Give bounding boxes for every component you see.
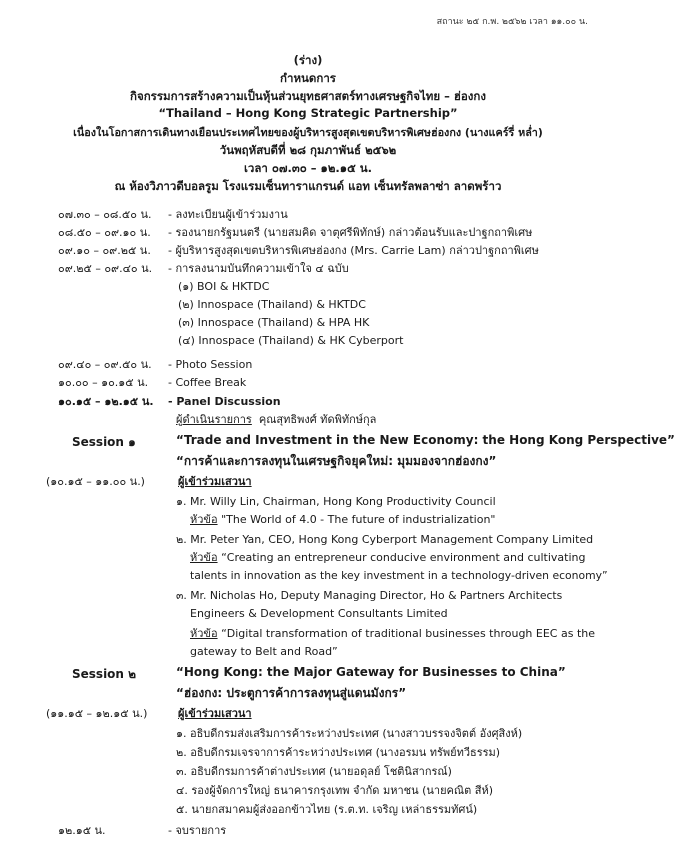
speaker-3-topic bbox=[190, 626, 595, 641]
closing-time: ๑๒.๑๕ น. bbox=[58, 824, 106, 837]
schedule-time: ๐๙.๔๐ – ๐๙.๕๐ น. bbox=[58, 358, 152, 371]
status-stamp: สถานะ ๒๕ ก.พ. ๒๕๖๒ เวลา ๑๑.๐๐ น. bbox=[436, 17, 588, 27]
panelist: ๕. นายกสมาคมผู้ส่งออกข้าวไทย (ร.ต.ท. เจริญ เหล่าธรรมทัศน์) bbox=[176, 803, 478, 816]
mou-item: (๒) Innospace (Thailand) & HKTDC bbox=[178, 298, 366, 311]
session-2-time: (๑๑.๑๕ – ๑๒.๑๕ น.) bbox=[46, 707, 148, 720]
topic-text: "The World of 4.0 - The future of industrialization" bbox=[221, 513, 496, 526]
panelist: ๔. รองผู้จัดการใหญ่ ธนาคารกรุงเทพ จำกัด มหาชน (นายคณิต สีห์) bbox=[176, 784, 494, 797]
event-date: วันพฤหัสบดีที่ ๒๘ กุมภาพันธ์ ๒๕๖๒ bbox=[219, 143, 397, 157]
occasion-line: เนื่องในโอกาสการเดินทางเยือนประเทศไทยของผู้บริหารสูงสุดเขตบริหารพิเศษฮ่องกง (นางแคร์รี่ หล่ำ) bbox=[73, 126, 543, 139]
schedule-desc: - ลงทะเบียนผู้เข้าร่วมงาน bbox=[168, 208, 288, 221]
speaker-3-topic-cont: gateway to Belt and Road” bbox=[190, 645, 338, 658]
event-time: เวลา ๐๗.๓๐ – ๑๒.๑๕ น. bbox=[243, 161, 373, 175]
mou-item: (๓) Innospace (Thailand) & HPA HK bbox=[178, 316, 370, 329]
session-2-speakers-label: ผู้เข้าร่วมเสวนา bbox=[178, 707, 252, 720]
speaker-1: ๑. Mr. Willy Lin, Chairman, Hong Kong Productivity Council bbox=[176, 495, 496, 508]
session-1-speakers-label: ผู้เข้าร่วมเสวนา bbox=[178, 475, 252, 488]
session-1-title-th: “การค้าและการลงทุนในเศรษฐกิจยุคใหม่: มุมมองจากฮ่องกง” bbox=[176, 454, 497, 468]
session-1-label: Session ๑ bbox=[72, 435, 136, 449]
closing-desc: - จบรายการ bbox=[168, 824, 227, 837]
draft-label: (ร่าง) bbox=[293, 53, 323, 67]
topic-label: หัวข้อ bbox=[190, 551, 218, 564]
topic-label: หัวข้อ bbox=[190, 513, 218, 526]
speaker-2-topic-cont: talents in innovation as the key investment in a technology-driven economy” bbox=[190, 569, 608, 582]
schedule-desc: - การลงนามบันทึกความเข้าใจ ๔ ฉบับ bbox=[168, 262, 349, 275]
event-title-en: “Thailand – Hong Kong Strategic Partnership” bbox=[158, 106, 458, 120]
schedule-time: ๐๗.๓๐ – ๐๘.๕๐ น. bbox=[58, 208, 152, 221]
session-2-title-th: “ฮ่องกง: ประตูการค้าการลงทุนสู่แดนมังกร” bbox=[176, 686, 407, 700]
mou-item: (๑) BOI & HKTDC bbox=[178, 280, 270, 293]
speaker-2-topic bbox=[190, 550, 585, 565]
panel-desc: - Panel Discussion bbox=[168, 395, 281, 408]
panelist: ๑. อธิบดีกรมส่งเสริมการค้าระหว่างประเทศ (นางสาวบรรจงจิตต์ อังศุสิงห์) bbox=[176, 727, 523, 740]
schedule-desc: - ผู้บริหารสูงสุดเขตบริหารพิเศษฮ่องกง (Mrs. Carrie Lam) กล่าวปาฐกถาพิเศษ bbox=[168, 244, 539, 257]
panel-time: ๑๐.๑๕ – ๑๒.๑๕ น. bbox=[58, 395, 154, 408]
schedule-time: ๐๘.๕๐ – ๐๙.๑๐ น. bbox=[58, 226, 151, 239]
mou-item: (๔) Innospace (Thailand) & HK Cyberport bbox=[178, 334, 404, 347]
moderator-label: ผู้ดำเนินรายการ bbox=[176, 413, 252, 426]
session-1-time: (๑๐.๑๕ – ๑๑.๐๐ น.) bbox=[46, 475, 145, 488]
topic-text: “Digital transformation of traditional businesses through EEC as the bbox=[221, 627, 595, 640]
speaker-2: ๒. Mr. Peter Yan, CEO, Hong Kong Cyberport Management Company Limited bbox=[176, 533, 594, 546]
panelist: ๓. อธิบดีกรมการค้าต่างประเทศ (นายอดุลย์ โชตินิสากรณ์) bbox=[176, 765, 452, 778]
agenda-title: กำหนดการ bbox=[280, 71, 336, 85]
session-2-title-en: “Hong Kong: the Major Gateway for Businesses to China” bbox=[176, 665, 566, 679]
schedule-time: ๑๐.๐๐ – ๑๐.๑๕ น. bbox=[58, 376, 149, 389]
schedule-desc: - Photo Session bbox=[168, 358, 253, 371]
moderator-name: คุณสุทธิพงศ์ ทัดพิทักษ์กุล bbox=[258, 413, 377, 426]
schedule-time: ๐๙.๒๕ – ๐๙.๔๐ น. bbox=[58, 262, 153, 275]
speaker-1-topic bbox=[190, 512, 495, 527]
topic-label: หัวข้อ bbox=[190, 627, 218, 640]
speaker-3: ๓. Mr. Nicholas Ho, Deputy Managing Director, Ho & Partners Architects bbox=[176, 589, 563, 602]
session-1-title-en: “Trade and Investment in the New Economy: the Hong Kong Perspective” bbox=[176, 433, 675, 447]
session-2-label: Session ๒ bbox=[72, 667, 137, 681]
topic-text: “Creating an entrepreneur conducive environment and cultivating bbox=[221, 551, 586, 564]
event-title-th: กิจกรรมการสร้างความเป็นหุ้นส่วนยุทธศาสตร์ทางเศรษฐกิจไทย – ฮ่องกง bbox=[130, 89, 486, 103]
event-venue: ณ ห้องวิภาวดีบอลรูม โรงแรมเซ็นทาราแกรนด์ แอท เซ็นทรัลพลาซ่า ลาดพร้าว bbox=[114, 179, 502, 193]
schedule-time: ๐๙.๑๐ – ๐๙.๒๕ น. bbox=[58, 244, 151, 257]
moderator-line bbox=[176, 412, 376, 427]
schedule-desc: - Coffee Break bbox=[168, 376, 247, 389]
schedule-desc: - รองนายกรัฐมนตรี (นายสมคิด จาตุศรีพิทักษ์) กล่าวต้อนรับและปาฐกถาพิเศษ bbox=[168, 226, 533, 239]
speaker-3-org: Engineers & Development Consultants Limited bbox=[190, 607, 448, 620]
panelist: ๒. อธิบดีกรมเจรจาการค้าระหว่างประเทศ (นางอรมน ทรัพย์ทวีธรรม) bbox=[176, 746, 501, 759]
